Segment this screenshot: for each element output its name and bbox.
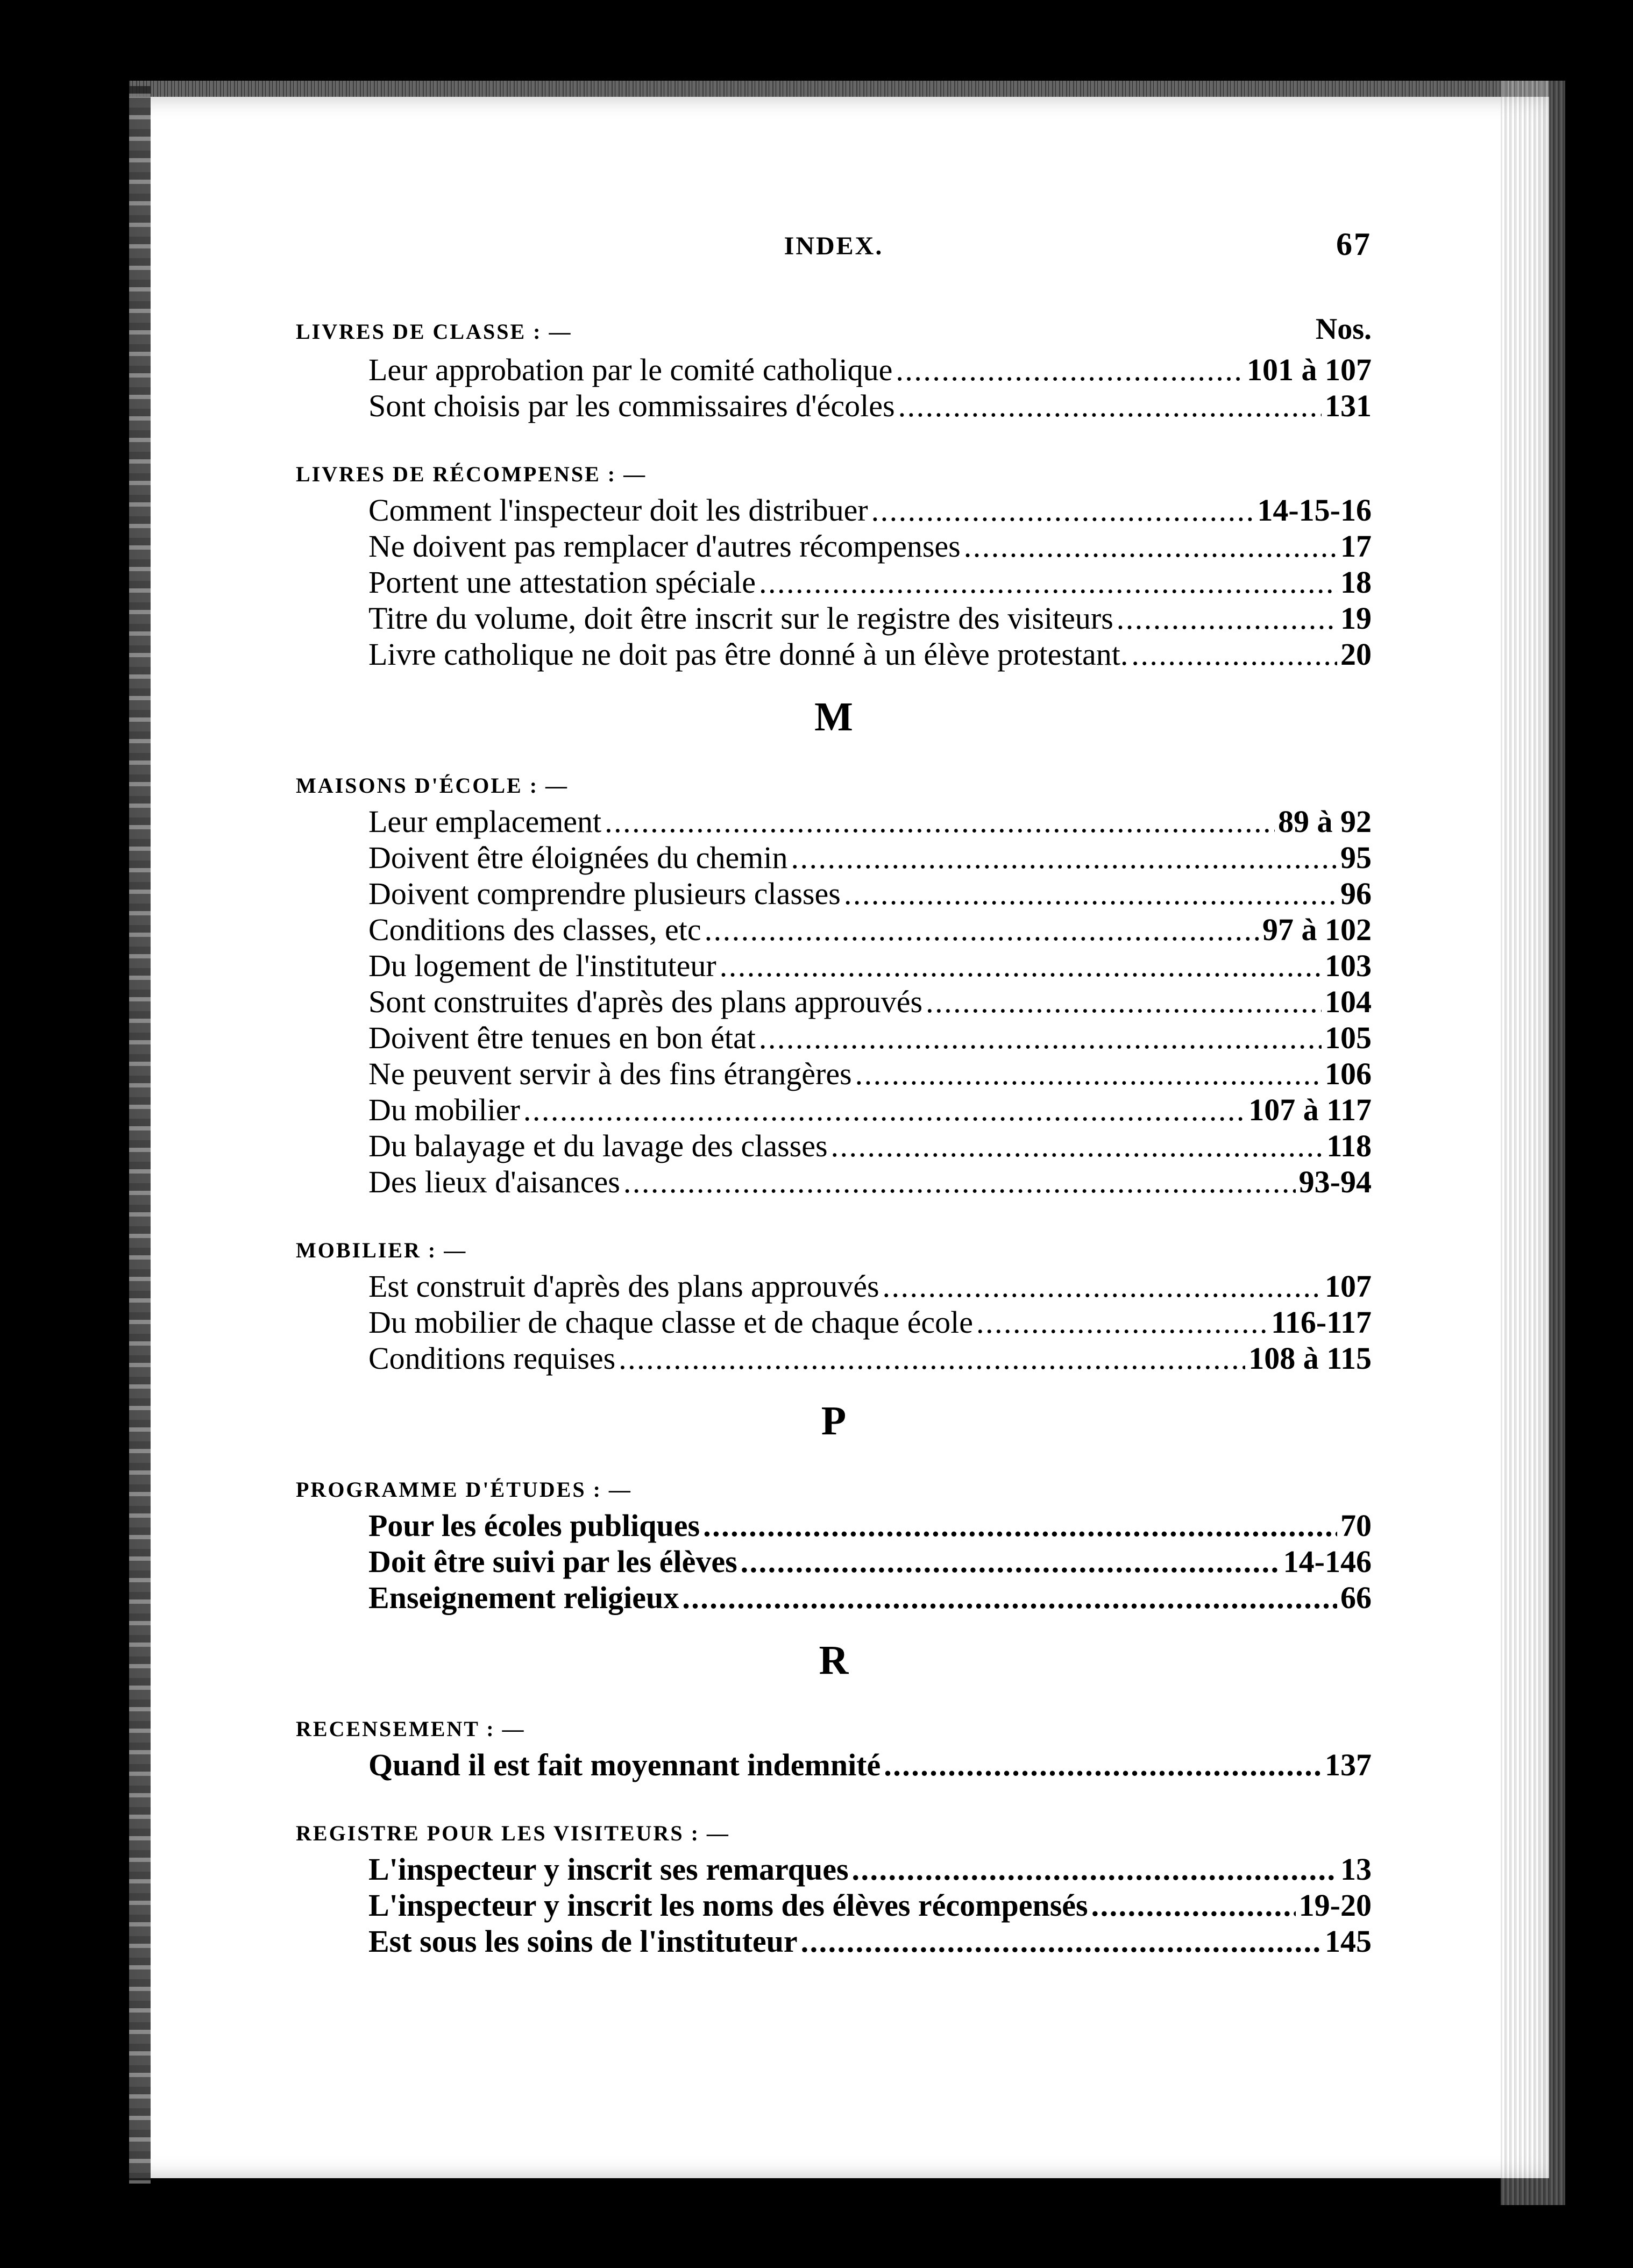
entry-reference: 96 [1340,876,1372,911]
leader-dots [801,1923,1322,1959]
entry-text: Conditions des classes, etc [368,912,701,947]
leader-dots [855,1056,1322,1092]
index-entry [296,528,1372,564]
entry-text: Titre du volume, doit être inscrit sur le registre des visiteurs [368,601,1113,636]
index-entry [296,804,1372,840]
entry-text: Ne doivent pas remplacer d'autres récompenses [368,529,961,564]
scan-border-right [1501,81,1565,2205]
entry-reference: 107 [1325,1269,1372,1304]
entry-text: Est sous les soins de l'instituteur [368,1924,798,1959]
index-entry [296,1164,1372,1200]
leader-dots [1091,1887,1296,1923]
index-entry [296,492,1372,528]
leader-dots [883,1268,1322,1304]
leader-dots [1117,600,1337,636]
leader-dots [1131,636,1337,672]
leader-dots [926,984,1322,1020]
entry-text: Livre catholique ne doit pas être donné à un élève protestant. [368,637,1128,672]
entry-text: Du mobilier [368,1092,520,1127]
index-section [296,461,1372,672]
section-heading-text: LIVRES DE RÉCOMPENSE : — [296,462,647,486]
index-section [296,1238,1372,1376]
entry-text: Portent une attestation spéciale [368,565,756,600]
entry-reference: 145 [1325,1924,1372,1959]
entry-reference: 13 [1340,1852,1372,1887]
entry-text: Leur approbation par le comité catholique [368,352,893,387]
entry-reference: 118 [1326,1128,1372,1163]
leader-dots [741,1544,1280,1580]
entry-reference: 95 [1340,840,1372,875]
leader-dots [964,528,1337,564]
leader-dots [682,1580,1337,1616]
entry-text: Du mobilier de chaque classe et de chaque école [368,1305,974,1340]
section-heading-text: PROGRAMME D'ÉTUDES : — [296,1477,632,1502]
entry-text: Ne peuvent servir à des fins étrangères [368,1056,852,1091]
index-entry [296,1128,1372,1164]
index-entry [296,984,1372,1020]
section-heading [296,1238,1372,1263]
index-section [296,1398,1372,1616]
entry-text: Comment l'inspecteur doit les distribuer [368,493,868,528]
entry-text: Doivent être éloignées du chemin [368,840,788,875]
running-head-title: INDEX. [784,232,884,260]
index-entry [296,1020,1372,1056]
index-entry [296,1092,1372,1128]
leader-dots [759,1020,1322,1056]
index-entry [296,876,1372,912]
index-entry [296,1580,1372,1616]
leader-dots [703,1508,1337,1544]
leader-dots [976,1304,1268,1340]
section-heading [296,1821,1372,1846]
section-heading-text: MOBILIER : — [296,1238,467,1262]
entry-text: Des lieux d'aisances [368,1164,620,1199]
section-heading [296,1477,1372,1502]
index-entry [296,564,1372,600]
index-section [296,1637,1372,1783]
entry-reference: 14-15-16 [1257,493,1372,528]
entry-reference: 19-20 [1298,1888,1372,1923]
index-entry [296,388,1372,424]
index-entry [296,948,1372,984]
entry-reference: 20 [1340,637,1372,672]
entry-reference: 131 [1325,388,1372,423]
entry-text: Sont construites d'après des plans approuvés [368,984,923,1019]
section-heading [296,312,1372,346]
column-label: Nos. [1315,312,1372,346]
leader-dots [871,492,1254,528]
section-heading [296,461,1372,487]
index-sections [296,312,1372,1959]
entry-reference: 103 [1325,948,1372,983]
entry-reference: 89 à 92 [1278,804,1372,839]
entry-reference: 18 [1340,565,1372,600]
index-entry [296,636,1372,672]
leader-dots [898,388,1322,424]
index-entry [296,1340,1372,1376]
index-entry [296,1923,1372,1959]
index-section [296,312,1372,424]
page-number: 67 [1336,226,1372,262]
entry-reference: 108 à 115 [1248,1341,1372,1376]
entry-text: Doivent comprendre plusieurs classes [368,876,841,911]
index-section [296,694,1372,1200]
entry-text: Conditions requises [368,1341,616,1376]
entry-text: Quand il est fait moyennant indemnité [368,1747,881,1782]
entry-text: Doivent être tenues en bon état [368,1020,756,1055]
leader-dots [720,948,1322,984]
index-entry [296,1851,1372,1887]
index-entry [296,840,1372,876]
leader-dots [852,1851,1337,1887]
index-entry [296,352,1372,388]
entry-text: Sont choisis par les commissaires d'écoles [368,388,895,423]
leader-dots [619,1340,1245,1376]
leader-dots [884,1747,1322,1783]
entry-reference: 97 à 102 [1262,912,1372,947]
leader-dots [605,804,1275,840]
entry-reference: 107 à 117 [1248,1092,1372,1127]
leader-dots [844,876,1337,912]
entry-text: Est construit d'après des plans approuvés [368,1269,879,1304]
entry-text: Du logement de l'instituteur [368,948,716,983]
leader-dots [705,912,1259,948]
section-heading-text: LIVRES DE CLASSE : — [296,319,572,344]
entry-text: Leur emplacement [368,804,602,839]
entry-reference: 70 [1340,1508,1372,1543]
index-entry [296,1544,1372,1580]
index-entry [296,1887,1372,1923]
section-heading-text: RECENSEMENT : — [296,1717,526,1741]
section-letter: P [821,1398,847,1444]
section-heading-text: REGISTRE POUR LES VISITEURS : — [296,1821,730,1845]
entry-text: L'inspecteur y inscrit les noms des élèves récompensés [368,1888,1088,1923]
index-entry [296,912,1372,948]
index-entry [296,1747,1372,1783]
entry-reference: 66 [1340,1580,1372,1615]
leader-dots [896,352,1244,388]
entry-text: L'inspecteur y inscrit ses remarques [368,1852,849,1887]
section-letter: M [814,694,853,740]
leader-dots [831,1128,1324,1164]
section-heading [296,1716,1372,1741]
entry-reference: 93-94 [1298,1164,1372,1199]
leader-dots [791,840,1337,876]
scan-border-left [129,86,151,2184]
index-entry [296,600,1372,636]
entry-reference: 106 [1325,1056,1372,1091]
entry-reference: 105 [1325,1020,1372,1055]
leader-dots [623,1164,1296,1200]
entry-reference: 137 [1325,1747,1372,1782]
section-heading-text: MAISONS D'ÉCOLE : — [296,773,569,798]
section-heading [296,773,1372,798]
index-entry [296,1268,1372,1304]
section-letter: R [819,1638,849,1683]
leader-dots [759,564,1337,600]
entry-reference: 19 [1340,601,1372,636]
entry-reference: 14-146 [1283,1544,1372,1579]
index-entry [296,1508,1372,1544]
entry-reference: 104 [1325,984,1372,1019]
leader-dots [523,1092,1245,1128]
entry-text: Doit être suivi par les élèves [368,1544,737,1579]
running-head [296,226,1372,274]
entry-reference: 116-117 [1271,1305,1372,1340]
index-content [296,226,1372,1959]
entry-text: Enseignement religieux [368,1580,679,1615]
entry-text: Du balayage et du lavage des classes [368,1128,828,1163]
index-entry [296,1304,1372,1340]
index-entry [296,1056,1372,1092]
entry-reference: 101 à 107 [1247,352,1372,387]
entry-text: Pour les écoles publiques [368,1508,700,1543]
entry-reference: 17 [1340,529,1372,564]
index-section [296,1821,1372,1959]
